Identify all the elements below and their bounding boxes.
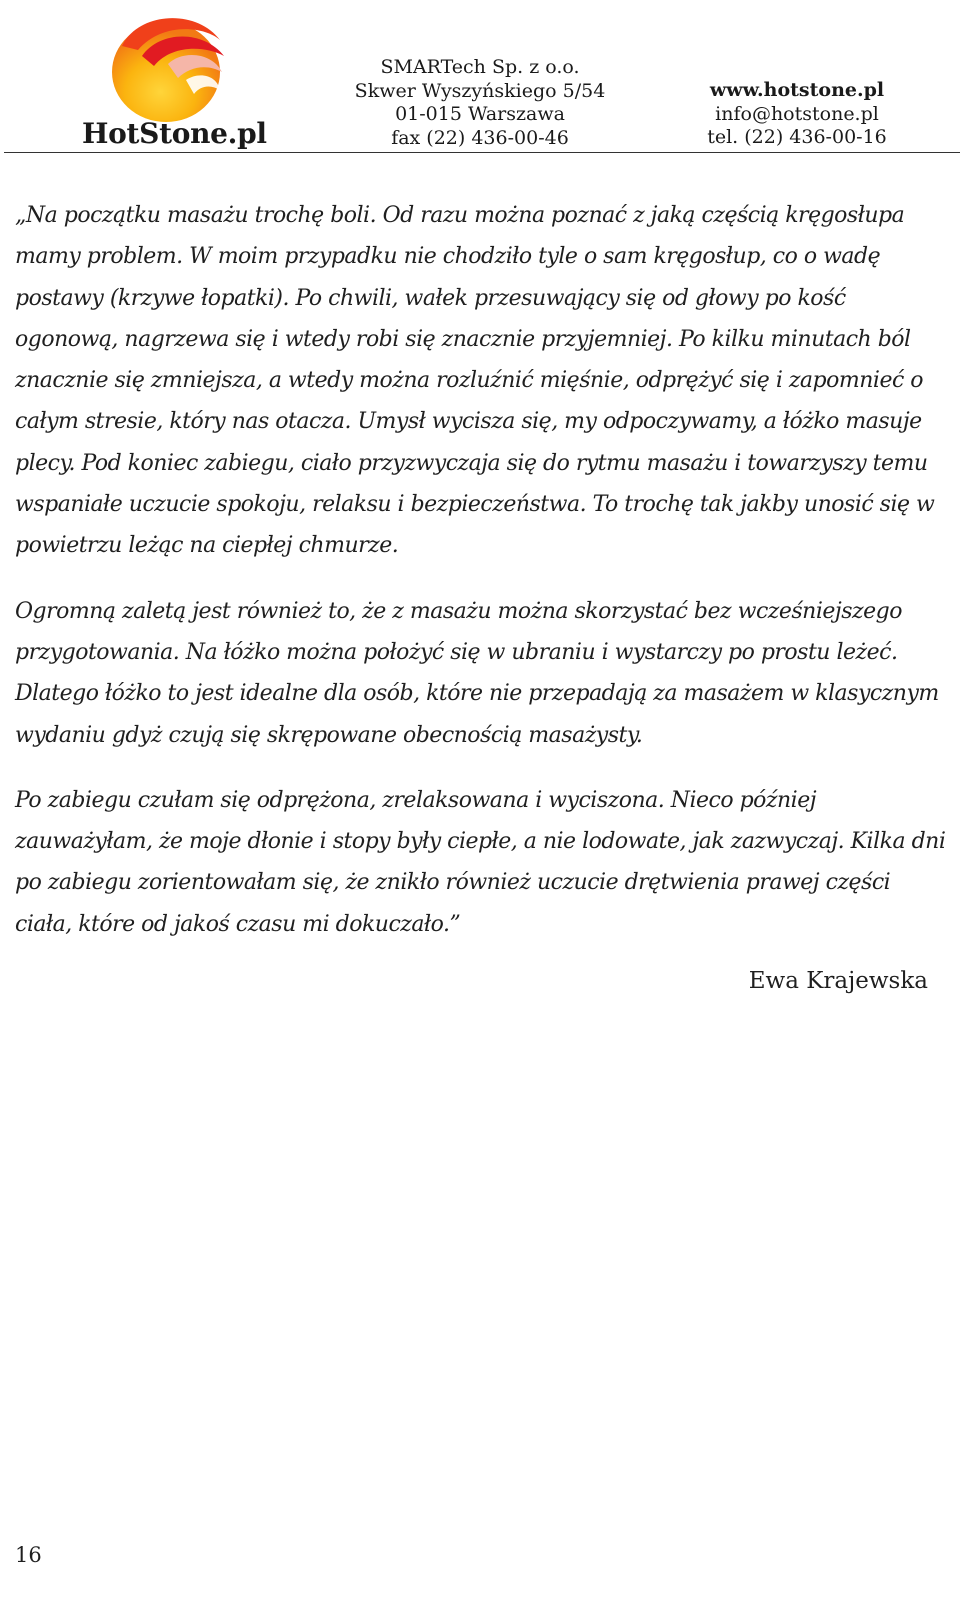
letterhead [0, 0, 960, 156]
company-fax: fax (22) 436-00-46 [391, 126, 569, 149]
phone-number: tel. (22) 436-00-16 [707, 126, 887, 148]
testimonial-author: Ewa Krajewska [748, 968, 928, 994]
website-link[interactable]: www.hotstone.pl [709, 79, 885, 101]
email-link[interactable]: info@hotstone.pl [715, 102, 879, 125]
testimonial-paragraph: Ogromną zaletą jest również to, że z masażu można skorzystać bez wcześniejszego przygotowania. Na łóżko można położyć się w ubraniu i wystarczy po prostu leżeć. Dlatego łóżko to jest idealne dla osób, które nie przepadają za masażem w klasycznym wydaniu gdyż czują się skrępowane obecnością masażysty. [15, 598, 939, 748]
header-divider [4, 152, 960, 153]
brand-name: HotStone.pl [82, 117, 267, 150]
testimonial-paragraph: „Na początku masażu trochę boli. Od razu można poznać z jaką częścią kręgosłupa mamy problem. W moim przypadku nie chodziło tyle o sam kręgosłup, co o wadę postawy (krzywe łopatki). Po chwili, wałek przesuwający się od głowy po kość ogonową, nagrzewa się i wtedy robi się znacznie przyjemniej. Po kilku minutach ból znacznie się zmniejsza, a wtedy można rozluźnić mięśnie, odprężyć się i zapomnieć o całym stresie, który nas otacza. Umysł wycisza się, my odpoczywamy, a łóżko masuje plecy. Pod koniec zabiegu, ciało przyzwyczaja się do rytmu masażu i towarzyszy temu wspaniałe uczucie spokoju, relaksu i bezpieczeństwa. To trochę tak jakby unosić się w powietrzu leżąc na ciepłej chmurze. [15, 203, 935, 559]
testimonial-text [15, 195, 950, 969]
company-address [340, 56, 620, 150]
company-city: 01-015 Warszawa [395, 103, 565, 125]
company-name: SMARTech Sp. z o.o. [380, 56, 580, 78]
testimonial-paragraph: Po zabiegu czułam się odprężona, zrelaksowana i wyciszona. Nieco później zauważyłam, że moje dłonie i stopy były ciepłe, a nie lodowate, jak zazwyczaj. Kilka dni po zabiegu zorientowałam się, że znikło również uczucie drętwienia prawej części ciała, które od jakoś czasu mi dokuczało.” [15, 787, 946, 937]
contact-info [668, 79, 926, 150]
page-number: 16 [15, 1543, 42, 1567]
hotstone-logo-icon [108, 6, 232, 124]
company-street: Skwer Wyszyńskiego 5/54 [354, 79, 606, 102]
